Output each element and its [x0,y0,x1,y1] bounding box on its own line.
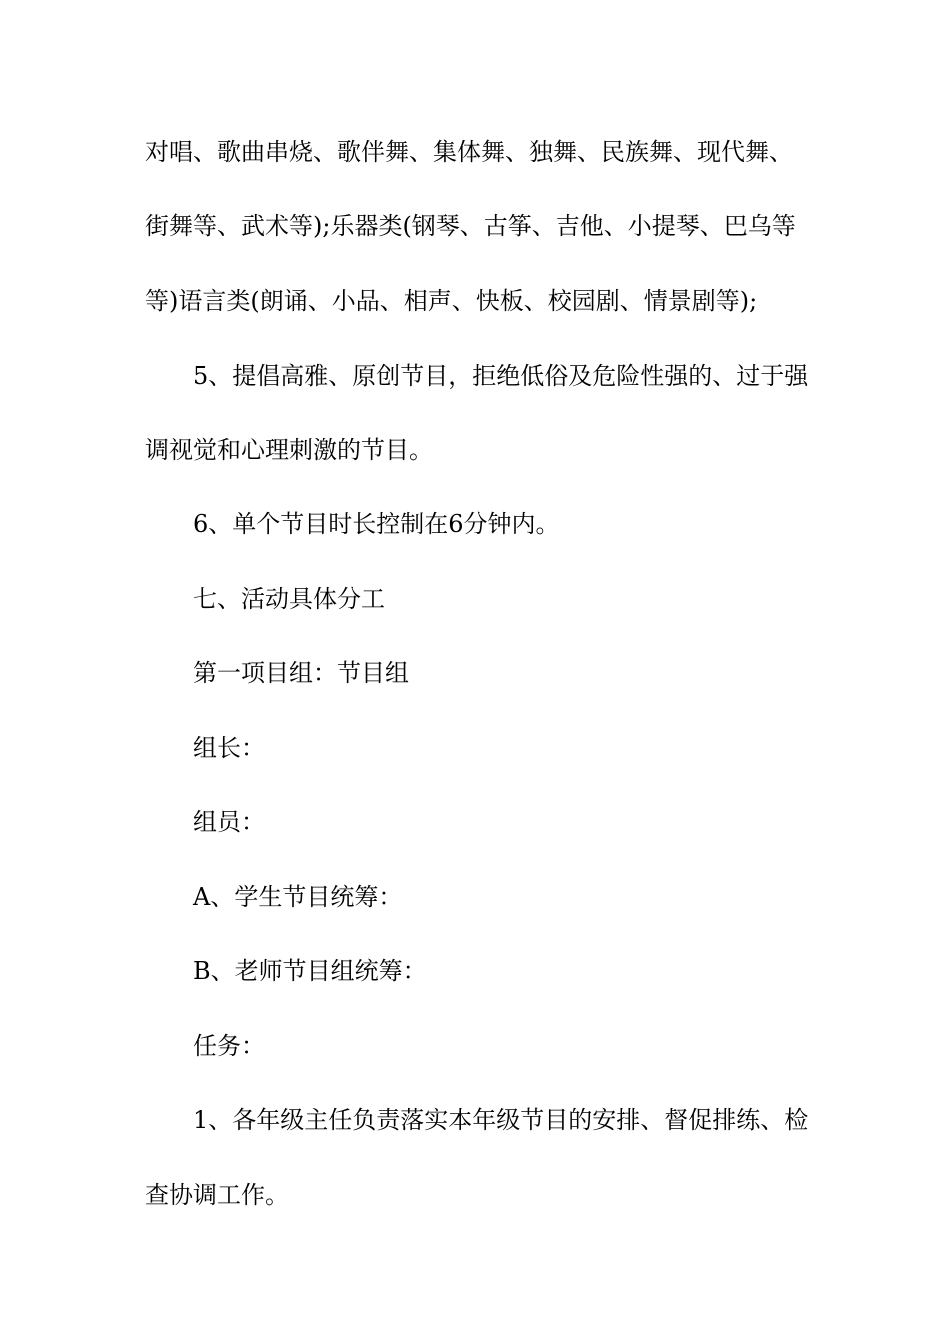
paragraph-line-1: 对唱、歌曲串烧、歌伴舞、集体舞、独舞、民族舞、现代舞、 [145,138,793,166]
section-heading: 七、活动具体分工 [193,585,385,613]
group-title: 第一项目组：节目组 [193,659,409,687]
task-1-line-1: 1、各年级主任负责落实本年级节目的安排、督促排练、检 [193,1106,809,1134]
item-5-line-2: 调视觉和心理刺激的节目。 [145,436,433,464]
paragraph-line-2: 街舞等、武术等);乐器类(钢琴、古筝、吉他、小提琴、巴乌等 [145,212,796,240]
paragraph-line-3: 等)语言类(朗诵、小品、相声、快板、校园剧、情景剧等); [145,287,758,315]
student-coordination: A、学生节目统筹： [193,883,403,911]
group-leader: 组长： [193,734,265,762]
task-1-line-2: 查协调工作。 [145,1181,289,1209]
item-5-line-1: 5、提倡高雅、原创节目，拒绝低俗及危险性强的、过于强 [193,362,809,390]
tasks-label: 任务： [193,1032,265,1060]
teacher-coordination: B、老师节目组统筹： [193,957,427,985]
item-6: 6、单个节目时长控制在6分钟内。 [193,510,560,538]
group-members: 组员： [193,808,265,836]
